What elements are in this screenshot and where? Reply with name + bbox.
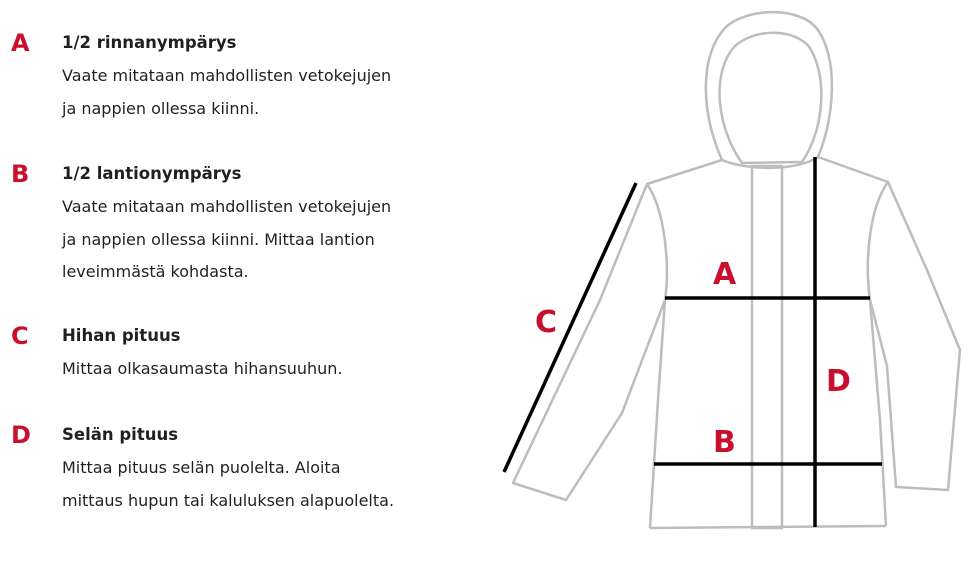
right-sleeve-outer (818, 157, 960, 490)
measurement-letter-d: D (11, 421, 31, 449)
diagram-label-c: C (535, 305, 558, 340)
measurement-title-d: Selän pituus (62, 425, 179, 444)
measurement-description-c: Mittaa olkasaumasta hihansuuhun. (62, 359, 343, 378)
right-sleeve-inner (868, 182, 888, 366)
measurement-title-a: 1/2 rinnanympärys (62, 33, 237, 52)
measure-line-c (504, 183, 636, 472)
measurement-letter-a: A (11, 29, 30, 57)
measurement-description-a: Vaate mitataan mahdollisten vetokejujen ja nappien ollessa kiinni. (62, 66, 392, 118)
measurement-description-d: Mittaa pituus selän puolelta. Aloita mittaus hupun tai kaluluksen alapuolelta. (62, 458, 395, 510)
hood-inner (720, 33, 822, 163)
measurement-letter-c: C (11, 322, 29, 350)
jacket-outline (513, 12, 960, 528)
diagram-label-b: B (713, 425, 736, 460)
measurement-description-b: Vaate mitataan mahdollisten vetokejujen ja nappien ollessa kiinni. Mittaa lantion leveimmästä kohdasta. (62, 197, 392, 281)
measurement-lines (504, 157, 882, 527)
zipper-placket (752, 166, 782, 528)
measurement-letter-b: B (11, 160, 30, 188)
measurement-title-b: 1/2 lantionympärys (62, 164, 242, 183)
diagram-label-d: D (826, 364, 851, 399)
measurement-title-c: Hihan pituus (62, 326, 181, 345)
diagram-label-a: A (713, 257, 737, 292)
